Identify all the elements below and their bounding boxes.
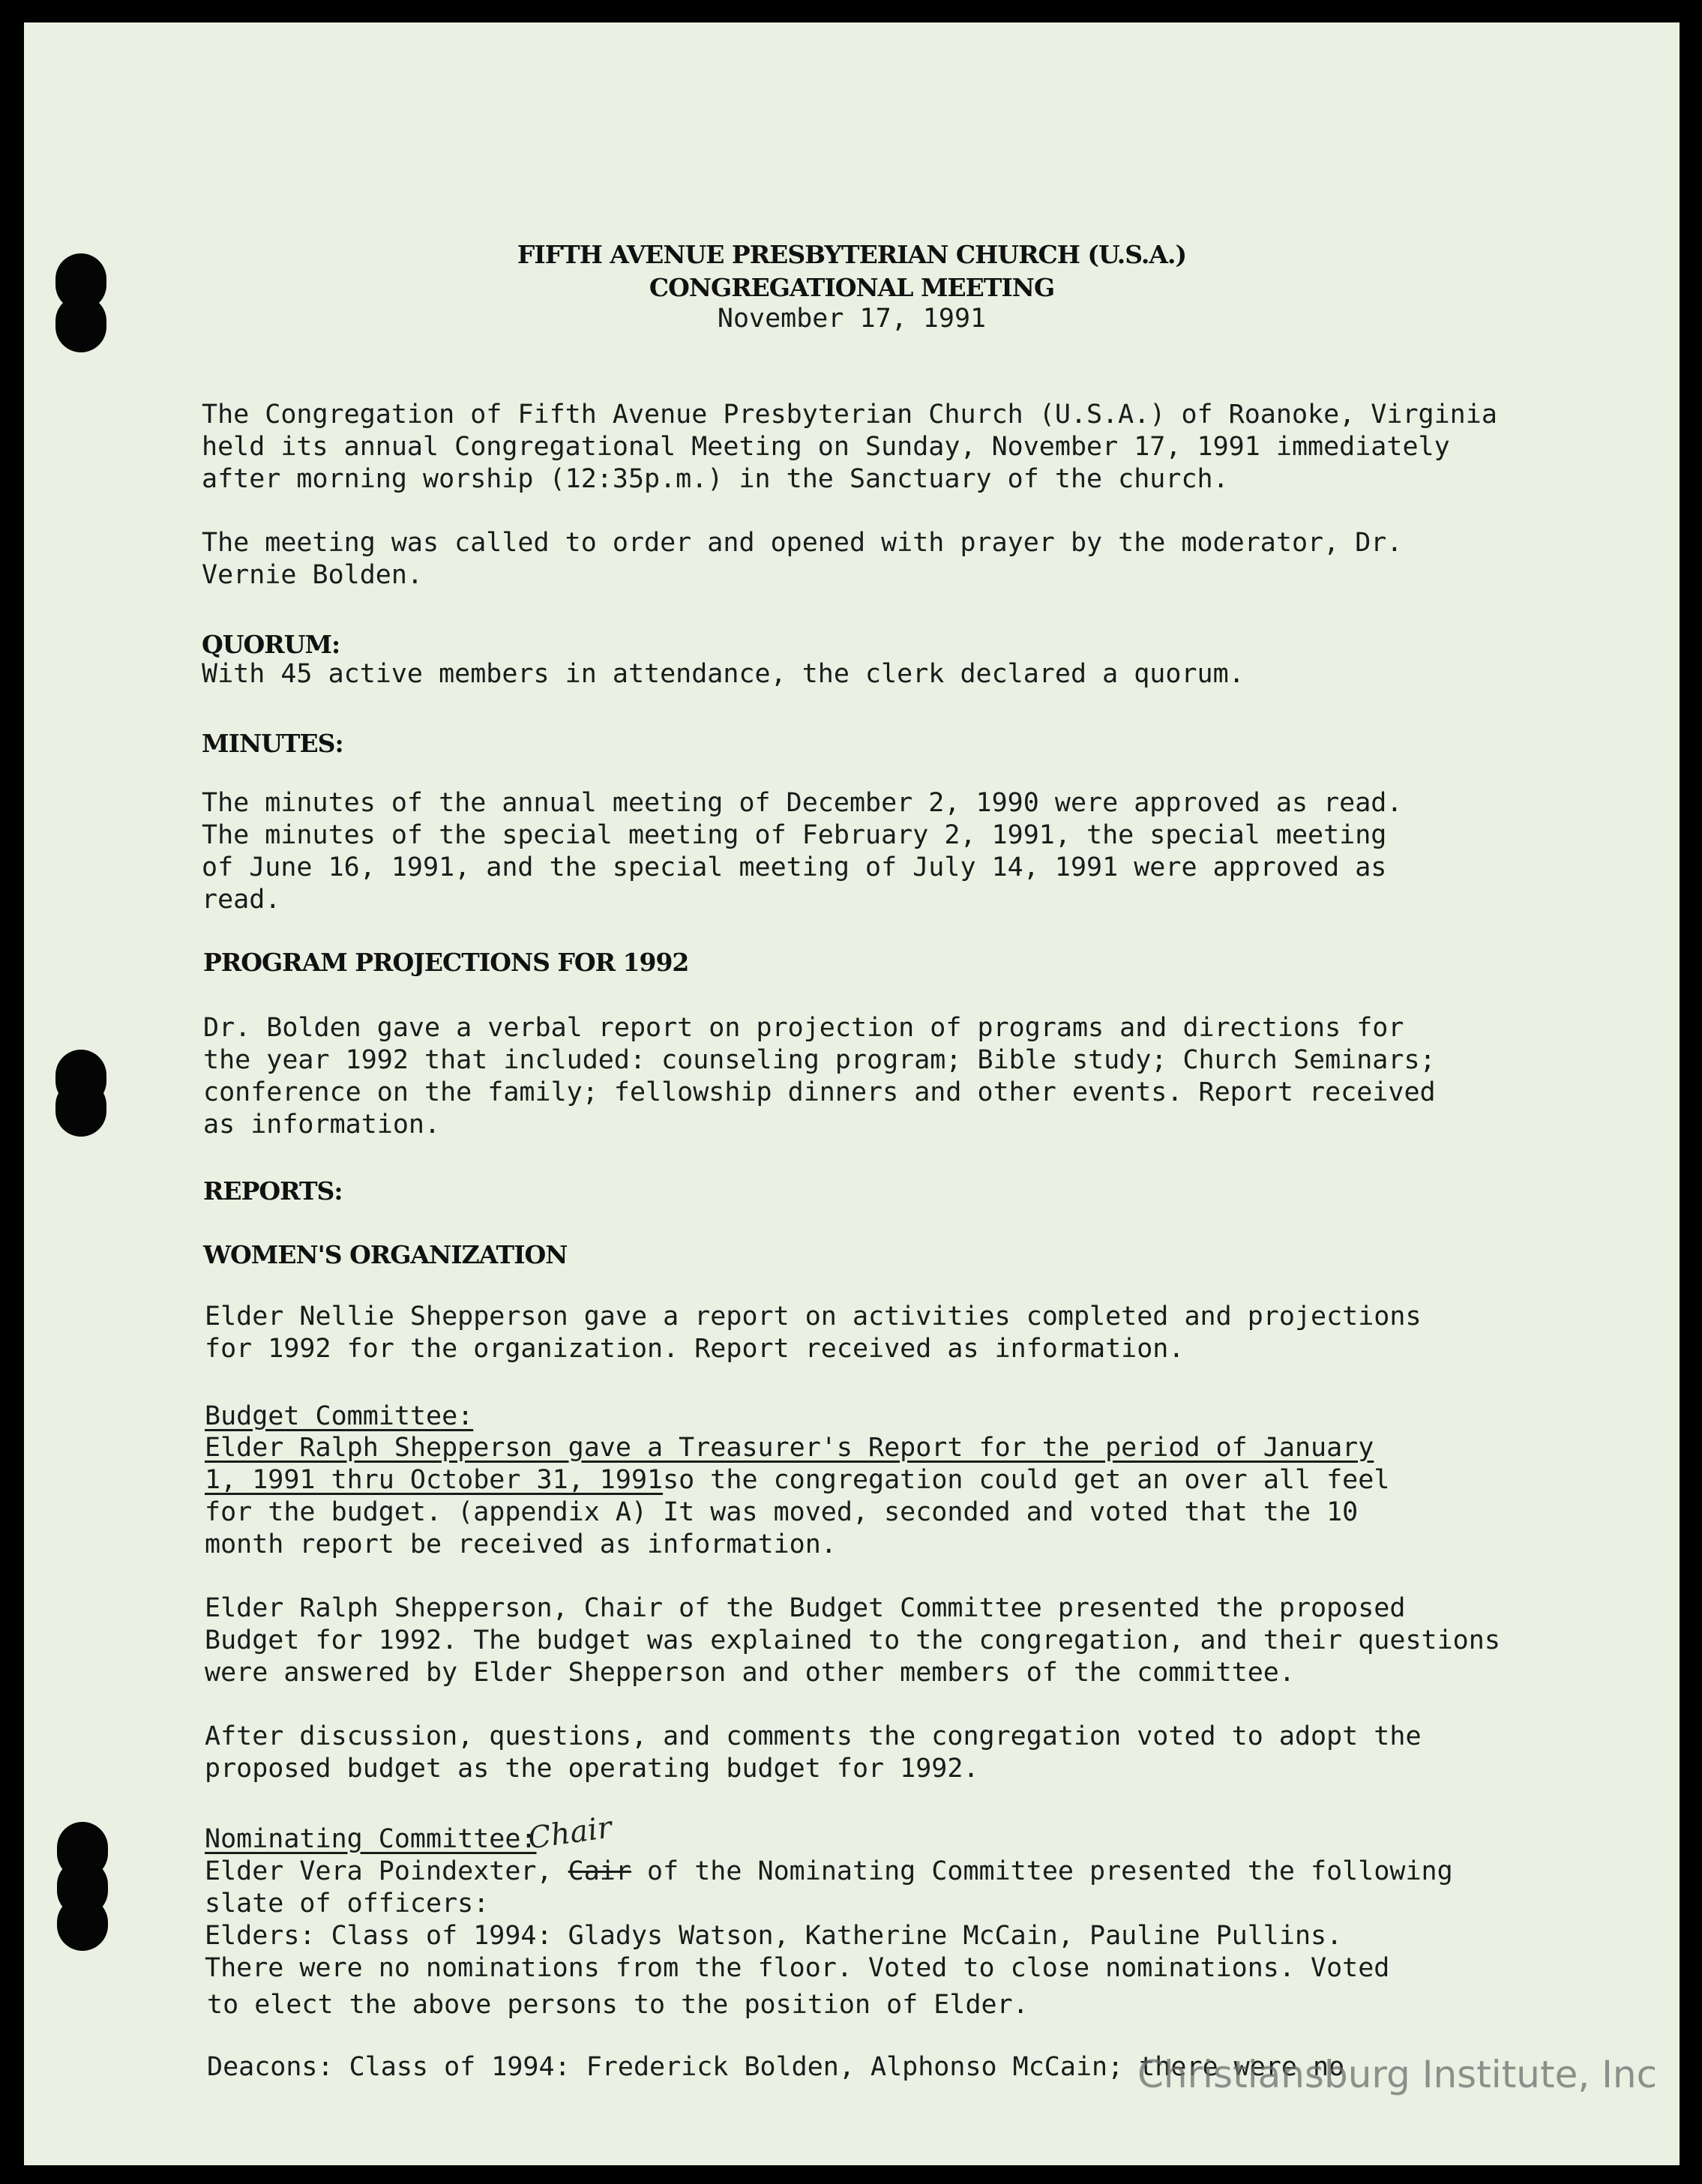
meeting-date: November 17, 1991 (717, 304, 987, 334)
budget-period-underlined: 1, 1991 thru October 31, 1991 (205, 1465, 664, 1495)
program-projections-heading: PROGRAM PROJECTIONS FOR 1992 (203, 948, 689, 977)
opening-line: The meeting was called to order and opened with prayer by the moderator, Dr. (202, 528, 1403, 558)
budget-line: for the budget. (appendix A) It was moved, seconded and voted that the 10 (205, 1497, 1359, 1527)
minutes-line: of June 16, 1991, and the special meeting of July 14, 1991 were approved as (202, 852, 1387, 882)
program-line: Dr. Bolden gave a verbal report on projection of programs and directions for (203, 1013, 1404, 1043)
punch-hole-middle-2 (55, 1080, 106, 1137)
meeting-title-heading: CONGREGATIONAL MEETING (649, 273, 1055, 302)
nominating-line: There were no nominations from the floor. Voted to close nominations. Voted (205, 1953, 1390, 1983)
nominating-line: to elect the above persons to the position of Elder. (207, 1990, 1029, 2020)
nominating-line (205, 1856, 1453, 1888)
budget-proposal-line: were answered by Elder Shepperson and other members of the committee. (205, 1658, 1295, 1688)
intro-line: held its annual Congregational Meeting on Sunday, November 17, 1991 immediately (202, 432, 1450, 462)
minutes-line: read. (202, 885, 281, 915)
budget-line-underlined: Elder Ralph Shepperson gave a Treasurer's Report for the period of January (205, 1433, 1374, 1463)
womens-line: Elder Nellie Shepperson gave a report on activities completed and projections (205, 1302, 1422, 1332)
nominating-line-end: of the Nominating Committee presented the following (631, 1856, 1453, 1886)
intro-line: after morning worship (12:35p.m.) in the Sanctuary of the church. (202, 464, 1229, 494)
quorum-heading: QUORUM: (202, 630, 340, 659)
nominating-line: Elders: Class of 1994: Gladys Watson, Katherine McCain, Pauline Pullins. (205, 1921, 1343, 1951)
budget-line: month report be received as information. (205, 1529, 837, 1559)
program-line: conference on the family; fellowship dinners and other events. Report received (203, 1077, 1436, 1107)
church-name-heading: FIFTH AVENUE PRESBYTERIAN CHURCH (U.S.A.) (517, 240, 1187, 269)
struck-text: Cair (568, 1856, 631, 1886)
budget-committee-heading: Budget Committee: (205, 1401, 474, 1431)
womens-organization-heading: WOMEN'S ORGANIZATION (203, 1240, 568, 1269)
punch-hole-bottom-3 (57, 1897, 108, 1951)
budget-line-rest: so the congregation could get an over all feel (663, 1465, 1390, 1495)
minutes-line: The minutes of the annual meeting of December 2, 1990 were approved as read. (202, 788, 1403, 818)
minutes-heading: MINUTES: (202, 729, 343, 758)
nominating-line: slate of officers: (205, 1889, 490, 1919)
nominating-line-start: Elder Vera Poindexter, (205, 1856, 568, 1886)
budget-adoption-line: After discussion, questions, and comments the congregation voted to adopt the (205, 1721, 1422, 1751)
budget-proposal-line: Elder Ralph Shepperson, Chair of the Budget Committee presented the proposed (205, 1593, 1406, 1623)
nominating-committee-heading: Nominating Committee: (205, 1824, 537, 1854)
watermark-text: Christiansburg Institute, Inc (1137, 2053, 1658, 2096)
budget-line (205, 1464, 1389, 1496)
reports-heading: REPORTS: (203, 1176, 343, 1206)
deacons-line: Deacons: Class of 1994: Frederick Bolden, Alphonso McCain; there were no (207, 2052, 1345, 2082)
opening-line: Vernie Bolden. (202, 560, 424, 590)
budget-adoption-line: proposed budget as the operating budget for 1992. (205, 1754, 979, 1784)
program-line: the year 1992 that included: counseling program; Bible study; Church Seminars; (203, 1045, 1436, 1075)
document-page (24, 22, 1680, 2165)
budget-proposal-line: Budget for 1992. The budget was explained to the congregation, and their questions (205, 1625, 1500, 1655)
womens-line: for 1992 for the organization. Report received as information. (205, 1334, 1185, 1364)
handwritten-chair-correction: Chair (526, 1810, 614, 1856)
intro-line: The Congregation of Fifth Avenue Presbyterian Church (U.S.A.) of Roanoke, Virginia (202, 400, 1497, 430)
minutes-line: The minutes of the special meeting of February 2, 1991, the special meeting (202, 820, 1387, 850)
program-line: as information. (203, 1110, 441, 1140)
quorum-line: With 45 active members in attendance, the clerk declared a quorum. (202, 659, 1245, 689)
